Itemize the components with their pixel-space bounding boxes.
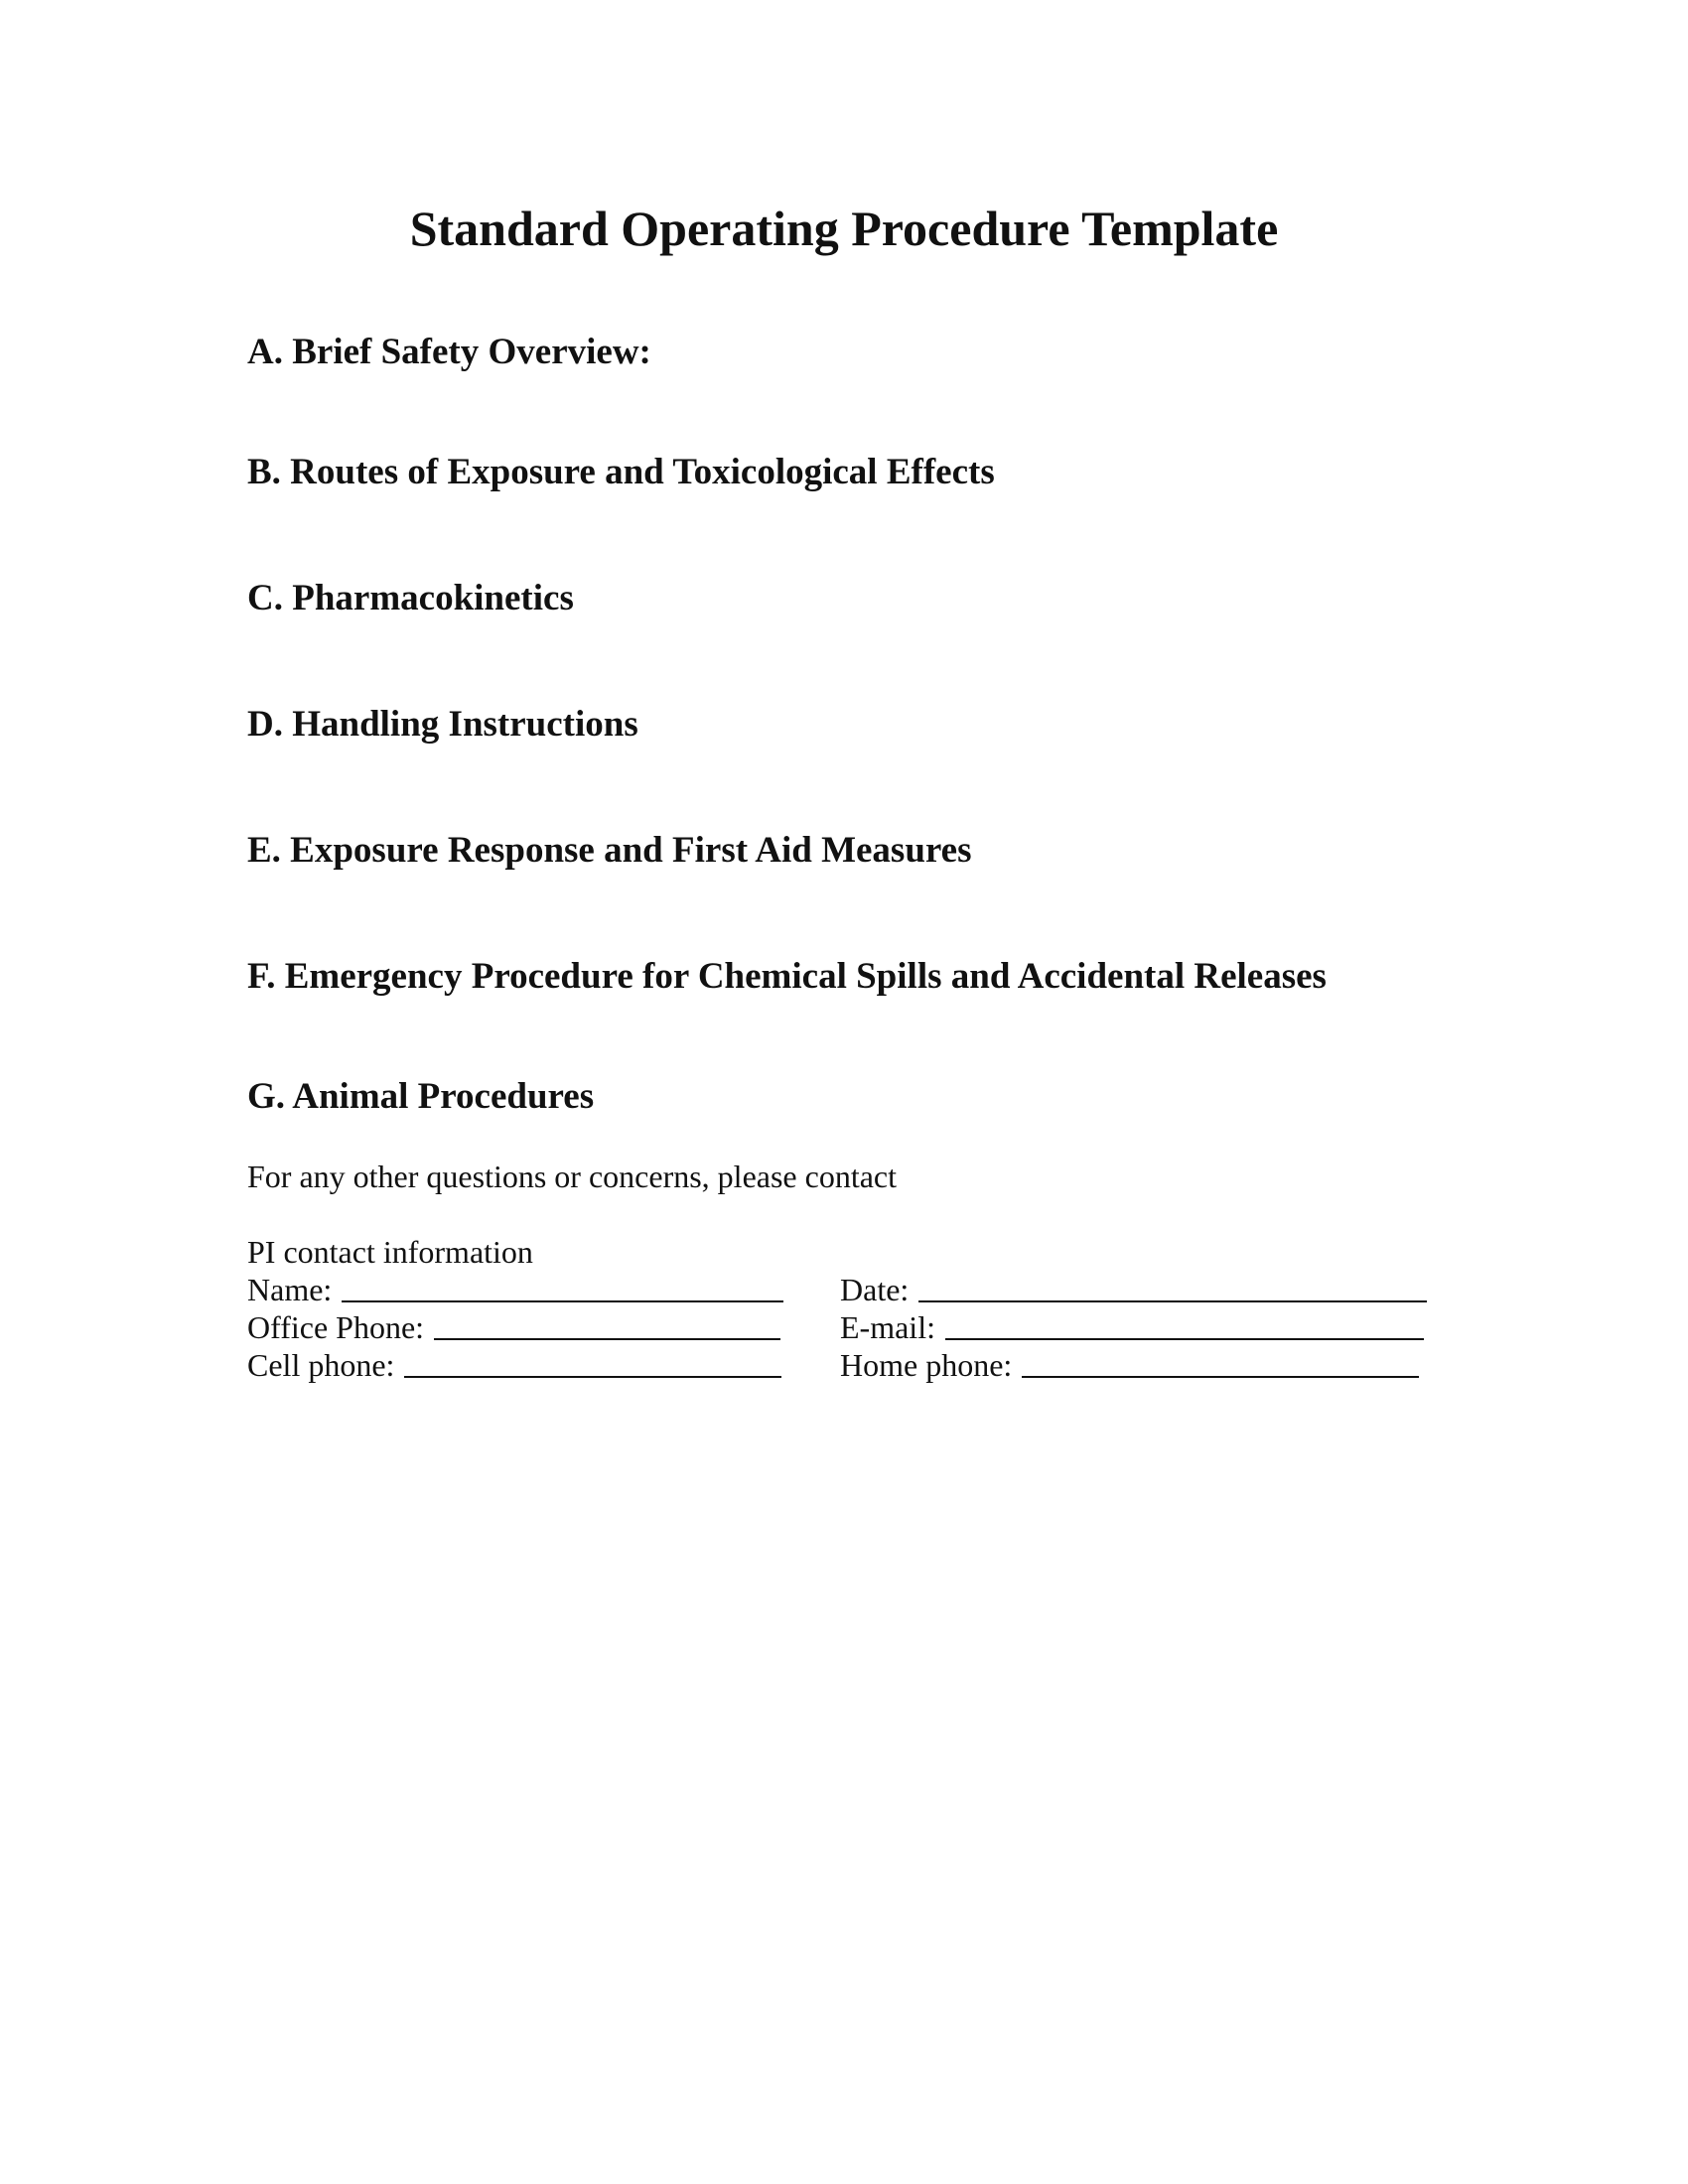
- date-field[interactable]: [840, 1271, 1427, 1308]
- office-phone-label: Office Phone:: [247, 1309, 425, 1345]
- name-label: Name:: [247, 1272, 333, 1307]
- name-blank[interactable]: [342, 1273, 783, 1302]
- pi-contact-heading: PI contact information: [247, 1234, 533, 1270]
- email-field[interactable]: [840, 1308, 1424, 1346]
- section-heading-a: A. Brief Safety Overview:: [247, 332, 651, 372]
- cell-phone-label: Cell phone:: [247, 1347, 395, 1383]
- home-phone-field[interactable]: [840, 1346, 1419, 1384]
- section-heading-e: E. Exposure Response and First Aid Measures: [247, 830, 972, 871]
- section-heading-d: D. Handling Instructions: [247, 704, 638, 745]
- home-phone-label: Home phone:: [840, 1347, 1013, 1383]
- office-phone-blank[interactable]: [434, 1310, 780, 1340]
- home-phone-blank[interactable]: [1022, 1348, 1419, 1378]
- email-label: E-mail:: [840, 1309, 935, 1345]
- email-blank[interactable]: [945, 1310, 1424, 1340]
- office-phone-field[interactable]: [247, 1308, 780, 1346]
- date-label: Date:: [840, 1272, 910, 1307]
- document-title: Standard Operating Procedure Template: [409, 201, 1279, 256]
- contact-note: For any other questions or concerns, please contact: [247, 1159, 898, 1194]
- cell-phone-field[interactable]: [247, 1346, 781, 1384]
- section-heading-c: C. Pharmacokinetics: [247, 578, 574, 618]
- section-heading-g: G. Animal Procedures: [247, 1076, 595, 1117]
- name-field[interactable]: [247, 1271, 783, 1308]
- section-heading-f: F. Emergency Procedure for Chemical Spills and Accidental Releases: [247, 956, 1327, 997]
- cell-phone-blank[interactable]: [404, 1348, 781, 1378]
- date-blank[interactable]: [918, 1273, 1427, 1302]
- section-heading-b: B. Routes of Exposure and Toxicological Effects: [247, 452, 995, 492]
